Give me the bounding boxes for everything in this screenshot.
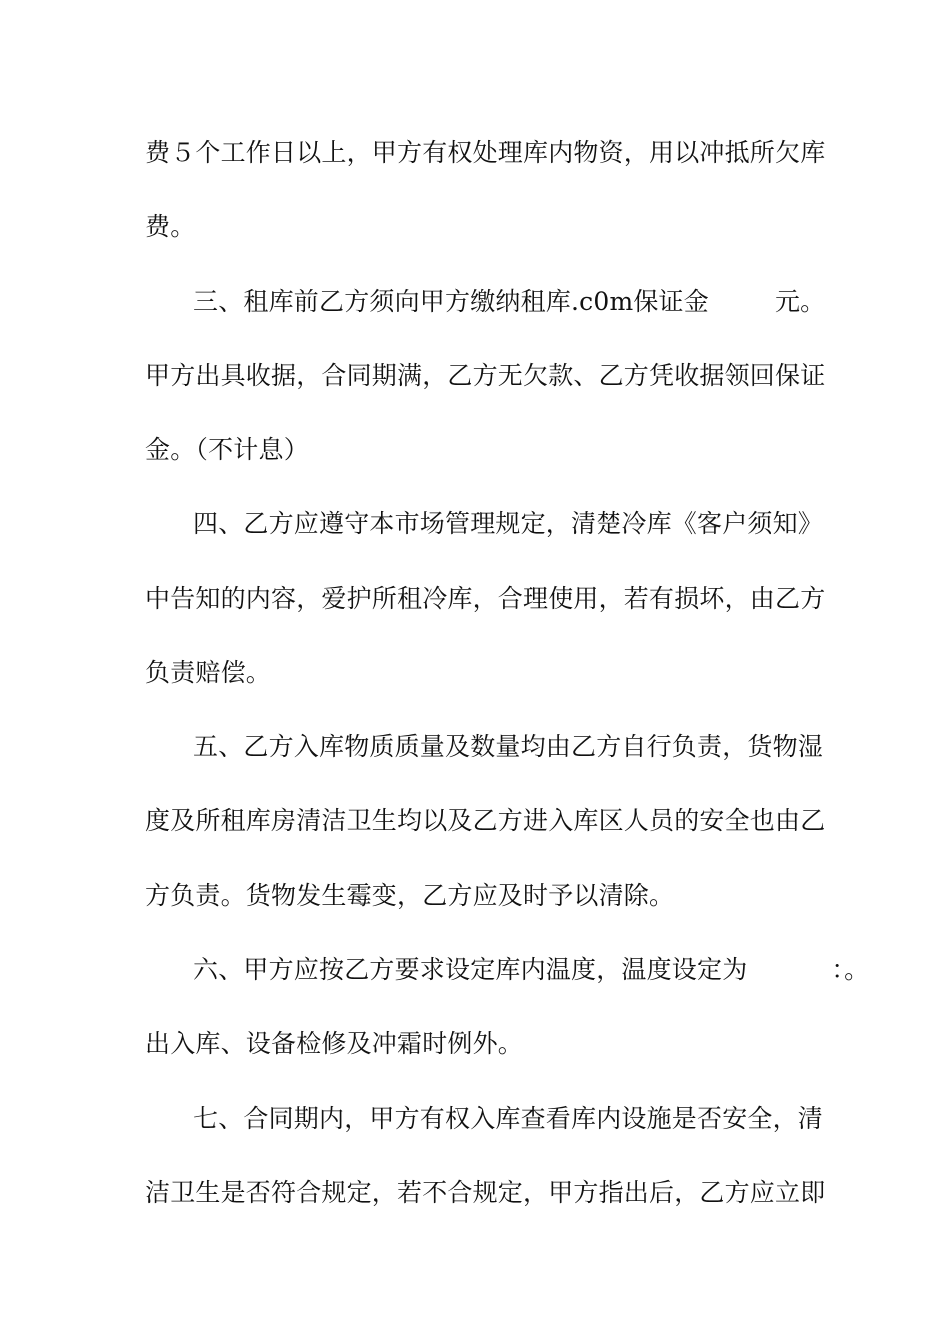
paragraph-line: 费５个工作日以上，甲方有权处理库内物资，用以冲抵所欠库 (145, 138, 826, 167)
paragraph-line: 甲方出具收据，合同期满，乙方无欠款、乙方凭收据领回保证 (145, 361, 826, 390)
clause-3-unit: 元。 (774, 287, 826, 316)
paragraph-line: 五、乙方入库物质质量及数量均由乙方自行负责，货物湿 (193, 732, 824, 761)
paragraph-line: 四、乙方应遵守本市场管理规定，清楚冷库《客户须知》 (193, 509, 824, 538)
paragraph-line: 金。（不计息） (145, 435, 309, 464)
paragraph-line: 度及所租库房清洁卫生均以及乙方进入库区人员的安全也由乙 (145, 806, 826, 835)
paragraph-line: 方负责。货物发生霉变，乙方应及时予以清除。 (145, 881, 675, 910)
paragraph-line (193, 287, 873, 317)
paragraph-line: 中告知的内容，爱护所租冷库，合理使用，若有损坏，由乙方 (145, 584, 826, 613)
paragraph-line: 负责赔偿。 (145, 658, 272, 687)
clause-3-text: 三、租库前乙方须向甲方缴纳租库.c0m保证金 (193, 287, 709, 316)
clause-6-text: 六、甲方应按乙方要求设定库内温度，温度设定为 (193, 955, 748, 984)
paragraph-line (193, 955, 873, 985)
paragraph-line: 出入库、设备检修及冲霜时例外。 (145, 1029, 524, 1058)
clause-6-end: ：。 (831, 955, 870, 984)
paragraph-line: 七、合同期内，甲方有权入库查看库内设施是否安全，清 (193, 1104, 824, 1133)
paragraph-line: 洁卫生是否符合规定，若不合规定，甲方指出后，乙方应立即 (145, 1178, 826, 1207)
paragraph-line: 费。 (145, 212, 196, 241)
